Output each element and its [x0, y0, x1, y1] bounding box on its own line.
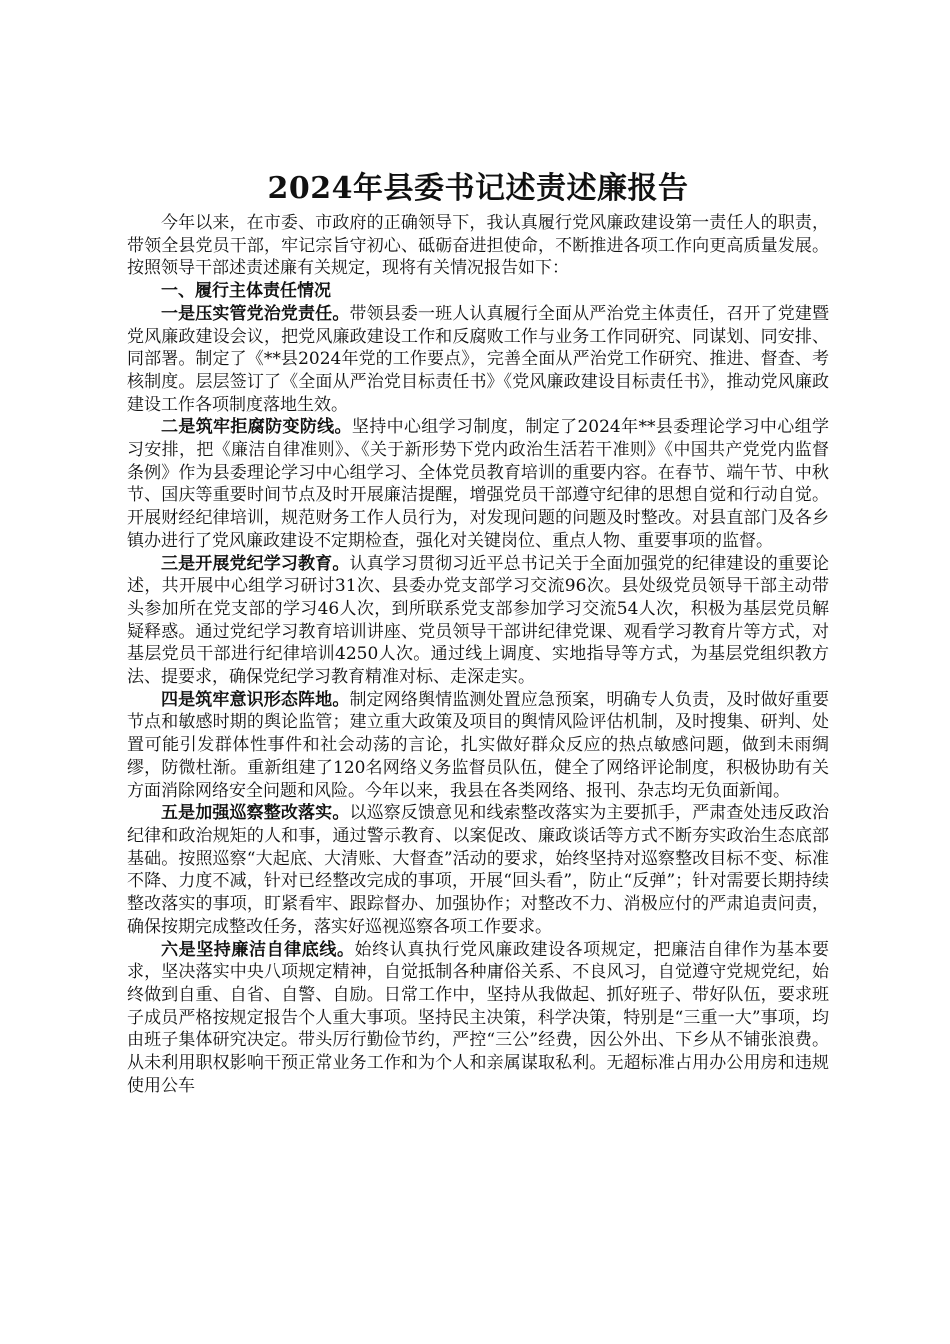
- document-page: [127, 168, 829, 1097]
- item-paragraph-2: [127, 416, 829, 552]
- item-paragraph-5: [127, 802, 829, 938]
- item-lead: 一是压实管党治党责任。: [161, 303, 350, 324]
- section-heading: 一、履行主体责任情况: [161, 281, 331, 302]
- item-text: 始终认真执行党风廉政建设各项规定，把廉洁自律作为基本要求，坚决落实中央八项规定精神，自觉抵制各种庸俗关系、不良风习，自觉遵守党规党纪，始终做到自重、自省、自警、自励。日常工作中，坚持从我做起、抓好班子、带好队伍，要求班子成员严格按规定报告个人重大事项。坚持民主决策，科学决策，特别是“三重一大”事项，均由班子集体研究决定。带头厉行勤俭节约，严控“三公”经费，因公外出、下乡从不铺张浪费。从未利用职权影响干预正常业务工作和为个人和亲属谋取私利。无超标准占用办公用房和违规使用公车: [127, 939, 830, 1096]
- item-text: 坚持中心组学习制度，制定了2024年**县委理论学习中心组学习安排，把《廉洁自律准则》、《关于新形势下党内政治生活若干准则》《中国共产党党内监督条例》作为县委理论学习中心组学习、全体党员教育培训的重要内容。在春节、端午节、中秋节、国庆等重要时间节点及时开展廉洁提醒，增强党员干部遵守纪律的思想自觉和行动自觉。开展财经纪律培训，规范财务工作人员行为，对发现问题的问题及时整改。对县直部门及各乡镇办进行了党风廉政建设不定期检查，强化对关键岗位、重点人物、重要事项的监督。: [127, 417, 829, 551]
- item-lead: 六是坚持廉洁自律底线。: [161, 939, 355, 960]
- document-title: 2024年县委书记述责述廉报告: [267, 171, 689, 206]
- item-text: 以巡察反馈意见和线索整改落实为主要抓手，严肃查处违反政治纪律和政治规矩的人和事，通过警示教育、以案促改、廉政谈话等方式不断夯实政治生态底部基础。按照巡察“大起底、大清账、大督查”活动的要求，始终坚持对巡察整改目标不变、标准不降、力度不减，针对已经整改完成的事项，开展“回头看”，防止“反弹”；针对需要长期持续整改落实的事项，盯紧看牢、跟踪督办、加强协作；对整改不力、消极应付的严肃追责问责，确保按期完成整改任务，落实好巡视巡察各项工作要求。: [127, 803, 830, 937]
- item-paragraph-1: [127, 303, 829, 417]
- intro-paragraph: 今年以来，在市委、市政府的正确领导下，我认真履行党风廉政建设第一责任人的职责，带领全县党员干部，牢记宗旨守初心、砥砺奋进担使命，不断推进各项工作向更高质量发展。按照领导干部述责述廉有关规定，现将有关情况报告如下：: [127, 213, 829, 279]
- item-paragraph-4: [127, 689, 829, 803]
- item-lead: 三是开展党纪学习教育。: [161, 553, 350, 574]
- item-lead: 二是筑牢拒腐防变防线。: [161, 417, 352, 438]
- item-lead: 五是加强巡察整改落实。: [161, 803, 350, 824]
- item-paragraph-6: [127, 939, 829, 1098]
- item-paragraph-3: [127, 553, 829, 689]
- item-lead: 四是筑牢意识形态阵地。: [161, 689, 350, 710]
- item-text: 带领县委一班人认真履行全面从严治党主体责任，召开了党建暨党风廉政建设会议，把党风廉政建设工作和反腐败工作与业务工作同研究、同谋划、同安排、同部署。制定了《**县2024年党的工作要点》，完善全面从严治党工作研究、推进、督查、考核制度。层层签订了《全面从严治党目标责任书》《党风廉政建设目标责任书》，推动党风廉政建设工作各项制度落地生效。: [127, 303, 830, 415]
- item-text: 认真学习贯彻习近平总书记关于全面加强党的纪律建设的重要论述，共开展中心组学习研讨31次、县委办党支部学习交流96次。县处级党员领导干部主动带头参加所在党支部的学习46人次，到所联系党支部参加学习交流54人次，积极为基层党员解疑释惑。通过党纪学习教育培训讲座、党员领导干部讲纪律党课、观看学习教育片等方式，对基层党员干部进行纪律培训4250人次。通过线上调度、实地指导等方式，为基层党组织教方法、提要求，确保党纪学习教育精准对标、走深走实。: [127, 553, 830, 688]
- item-text: 制定网络舆情监测处置应急预案，明确专人负责，及时做好重要节点和敏感时期的舆论监管；建立重大政策及项目的舆情风险评估机制，及时搜集、研判、处置可能引发群体性事件和社会动荡的言论，扎实做好群众反应的热点敏感问题，做到未雨绸缪，防微杜渐。重新组建了120名网络义务监督员队伍，健全了网络评论制度，积极协助有关方面消除网络安全问题和风险。今年以来，我县在各类网络、报刊、杂志均无负面新闻。: [127, 689, 830, 801]
